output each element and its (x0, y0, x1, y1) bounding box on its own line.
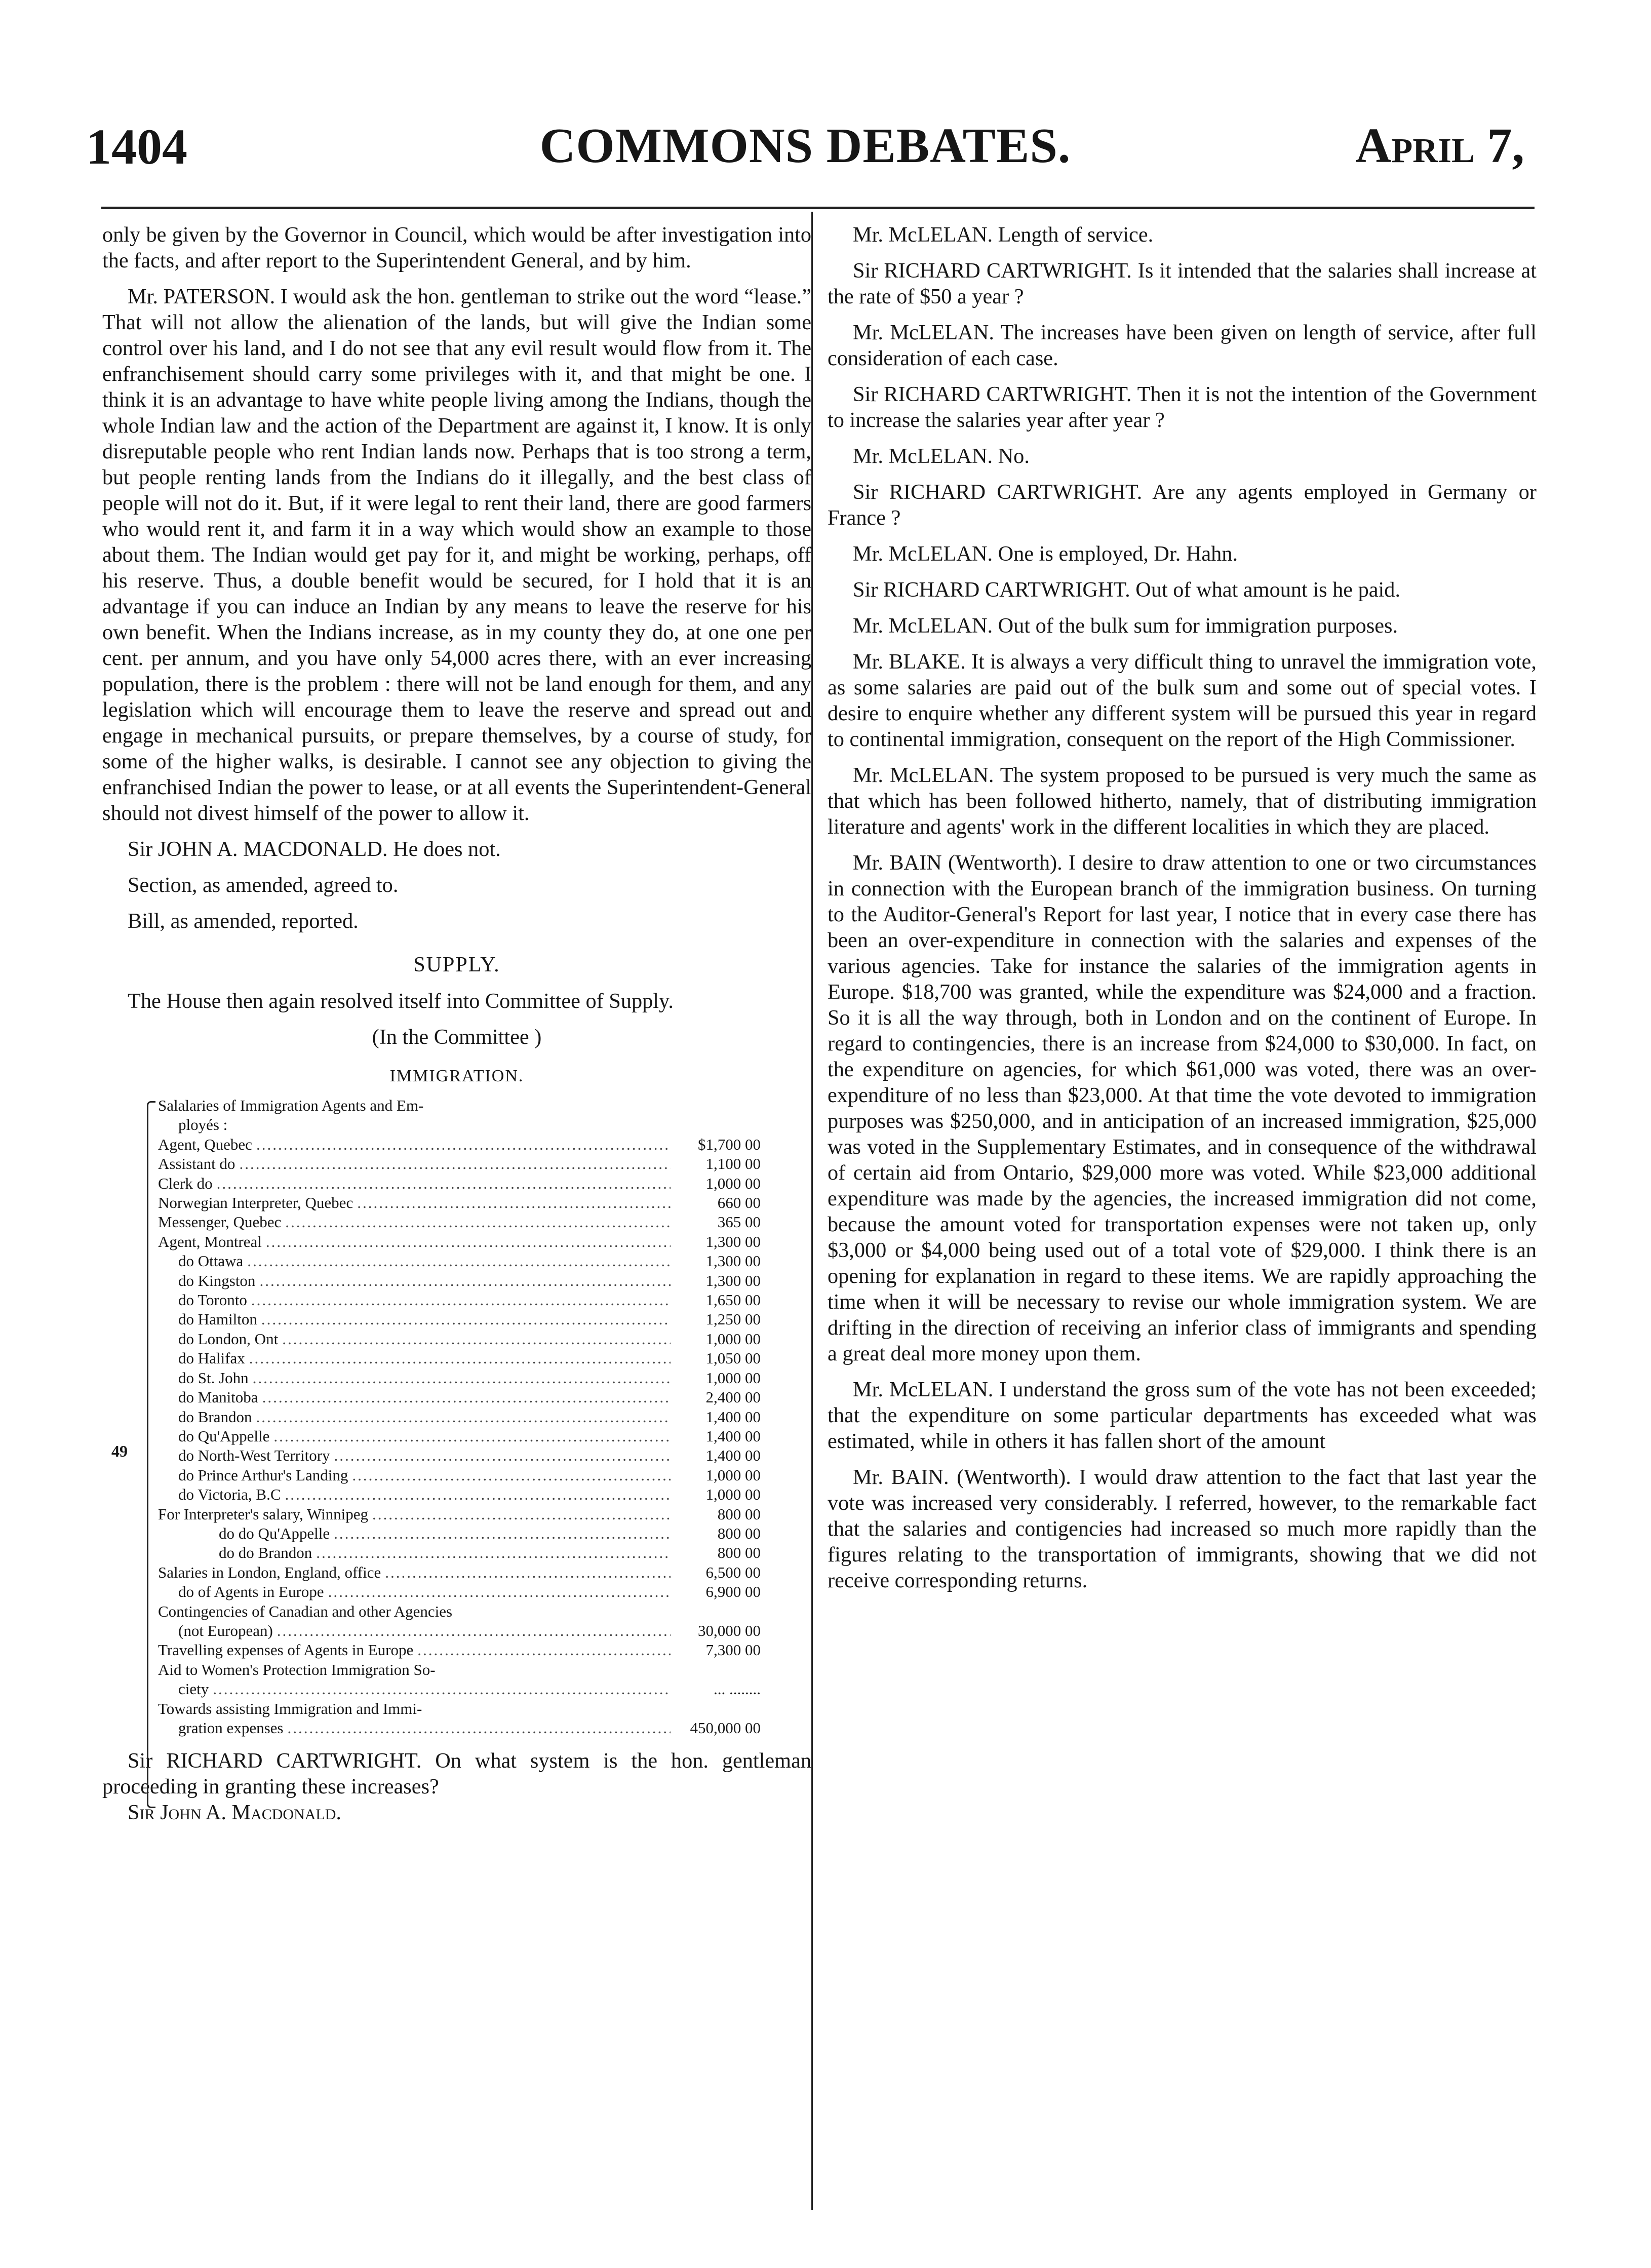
estimate-amount: 1,650 00 (705, 1291, 761, 1309)
paragraph: Sir RICHARD CARTWRIGHT. Then it is not the intention of the Government to increase the salaries year after year ? (828, 382, 1537, 432)
estimate-row (158, 1699, 761, 1718)
paragraph: Mr. McLELAN. The system proposed to be pursued is very much the same as that which has been followed hitherto, namely, that of distributing immigration literature and agents' work in the different localities in which they are placed. (828, 763, 1537, 839)
estimate-label: Assistant do (158, 1155, 235, 1173)
estimate-amount: 1,400 00 (705, 1427, 761, 1445)
paragraph: Mr. McLELAN. Length of service. (853, 223, 1154, 247)
estimate-row (158, 1329, 761, 1349)
leader-dots (316, 1543, 671, 1562)
leader-dots (285, 1485, 671, 1504)
paragraph: only be given by the Governor in Council, which would be after investigation into the facts, and after report to the Superintendent General, and by him. (102, 223, 811, 272)
leader-dots (285, 1213, 671, 1232)
leader-dots (273, 1427, 671, 1446)
estimate-label: Clerk do (158, 1174, 213, 1192)
estimate-label: do Kingston (178, 1271, 256, 1289)
paragraph: Mr. McLELAN. Out of the bulk sum for immigration purposes. (853, 614, 1398, 638)
estimate-label: do Halifax (178, 1349, 245, 1367)
leader-dots (282, 1329, 671, 1349)
estimate-row (158, 1096, 761, 1115)
leader-dots (352, 1466, 671, 1485)
estimate-amount: 1,100 00 (705, 1155, 761, 1173)
estimate-row (158, 1213, 761, 1232)
estimate-row (158, 1154, 761, 1174)
estimate-row (158, 1349, 761, 1368)
leader-dots (256, 1407, 671, 1427)
estimate-row (158, 1291, 761, 1310)
leader-dots (251, 1291, 671, 1310)
estimate-amount: $1,700 00 (698, 1135, 761, 1153)
estimate-amount: 6,900 00 (705, 1583, 761, 1601)
estimate-label: ployés : (178, 1116, 228, 1134)
leader-dots (253, 1368, 671, 1388)
paragraph: Mr. McLELAN. The increases have been given on length of service, after full consideration of each case. (828, 321, 1537, 370)
estimate-row (158, 1232, 761, 1252)
leader-dots (256, 1135, 671, 1154)
paragraph: Sir RICHARD CARTWRIGHT. Out of what amount is he paid. (853, 578, 1401, 602)
estimate-row (158, 1407, 761, 1427)
estimate-amount: 1,000 00 (705, 1466, 761, 1484)
estimate-label: do Toronto (178, 1291, 247, 1309)
estimate-row (158, 1563, 761, 1582)
paragraph: The House then again resolved itself into Committee of Supply. (128, 989, 674, 1013)
estimate-label: do Qu'Appelle (178, 1427, 270, 1445)
estimate-row (158, 1310, 761, 1329)
paragraph: Mr. PATERSON. I would ask the hon. gentleman to strike out the word “lease.” That will not allow the alienation of the lands, but will give the Indian some control over his land, and I do not see that any evil result would flow from it. The enfranchisement should carry some privileges with it, and that might be one. I think it is an advantage to have white people living among the Indians, though the whole Indian law and the action of the Department are against it, I know. It is only disreputable people who rent Indian lands now. Perhaps that is too strong a term, but people renting lands from the Indians do it illegally, and the best class of people will not do it. But, if it were legal to rent their land, there are good farmers who would rent it, and farm it in a way which would show an example to those about them. The Indian would get pay for it, and might be working, perhaps, off his reserve. Thus, a double benefit would be secured, for I hold that it is an advantage if you can induce an Indian by any means to leave the reserve for his own benefit. When the Indians increase, as in my county they do, at one one per cent. per annum, and you have only 54,000 acres there, with an ever increasing population, there is the problem : there will not be land enough for them, and any legislation which will encourage them to leave the reserve and spread out and engage in mechanical pursuits, or prepare themselves, by a course of study, for some of the higher walks, is desirable. I cannot see any objection to giving the enfranchised Indian the power to lease, or at all events the Superintendent-General should not divest himself of the power to allow it. (102, 285, 811, 825)
brace (147, 1101, 155, 1808)
estimate-label: Agent, Montreal (158, 1232, 262, 1250)
leader-dots (247, 1252, 671, 1271)
estimate-label: Contingencies of Canadian and other Agencies (158, 1602, 453, 1620)
paragraph: Bill, as amended, reported. (128, 909, 359, 933)
estimate-amount: 1,000 00 (705, 1368, 761, 1387)
speaker-line: Sir John A. Macdonald. (128, 1801, 341, 1825)
left-column (102, 222, 811, 1825)
column-divider (811, 212, 813, 2210)
estimate-label: do Prince Arthur's Landing (178, 1466, 348, 1484)
estimate-label: do North-West Territory (178, 1446, 330, 1465)
right-column (828, 222, 1537, 1593)
page-header (86, 118, 1524, 188)
estimate-amount: 1,300 00 (705, 1271, 761, 1289)
estimate-row (158, 1427, 761, 1446)
paragraph: Section, as amended, agreed to. (128, 873, 399, 897)
estimate-row (158, 1135, 761, 1154)
leader-dots (357, 1193, 671, 1213)
estimate-amount: 1,000 00 (705, 1329, 761, 1348)
section-heading: SUPPLY. (413, 953, 500, 976)
paragraph: Mr. BAIN. (Wentworth). I would draw attention to the fact that last year the vote was increased very considerably. I referred, however, to the remarkable fact that the salaries and contigencies had increased so much more rapidly than the figures relating to the transportation of immigrants, showing that we did not receive corresponding returns. (828, 1465, 1537, 1592)
estimate-row (158, 1368, 761, 1388)
estimate-label: do Hamilton (178, 1310, 257, 1328)
estimates-table (111, 1096, 761, 1738)
estimate-row (158, 1640, 761, 1660)
leader-dots (334, 1524, 671, 1543)
estimate-amount: 1,300 00 (705, 1232, 761, 1250)
estimate-row (158, 1621, 761, 1640)
estimate-row (158, 1252, 761, 1271)
estimate-row (158, 1543, 761, 1562)
estimate-row (158, 1505, 761, 1524)
estimate-amount: 1,400 00 (705, 1446, 761, 1465)
estimate-amount: 7,300 00 (705, 1641, 761, 1659)
estimate-amount: 2,400 00 (705, 1388, 761, 1406)
estimate-label: Aid to Women's Protection Immigration So- (158, 1660, 436, 1678)
leader-dots (213, 1679, 671, 1699)
page-date: April 7, (1355, 119, 1524, 173)
publication-title: COMMONS DEBATES. (539, 119, 1071, 173)
estimate-amount: ... ........ (714, 1680, 761, 1698)
estimate-label: do London, Ont (178, 1329, 279, 1348)
leader-dots (249, 1349, 671, 1368)
estimate-label: do St. John (178, 1368, 249, 1387)
estimate-amount: 1,050 00 (705, 1349, 761, 1367)
leader-dots (334, 1446, 671, 1465)
page-number: 1404 (86, 119, 187, 175)
estimate-label: Messenger, Quebec (158, 1213, 282, 1231)
leader-dots (259, 1271, 671, 1291)
leader-dots (277, 1621, 671, 1640)
estimate-label: do of Agents in Europe (178, 1583, 324, 1601)
estimate-row (158, 1582, 761, 1601)
leader-dots (261, 1310, 671, 1329)
estimate-label: do do Qu'Appelle (219, 1524, 330, 1542)
estimate-amount: 800 00 (717, 1505, 761, 1523)
estimate-label: do Ottawa (178, 1252, 244, 1270)
estimate-row (158, 1660, 761, 1679)
leader-dots (217, 1174, 671, 1193)
estimate-amount: 1,300 00 (705, 1252, 761, 1270)
leader-dots (417, 1640, 671, 1660)
paragraph: Sir RICHARD CARTWRIGHT. Is it intended that the salaries shall increase at the rate of $50 a year ? (828, 259, 1537, 308)
leader-dots (266, 1232, 671, 1252)
estimate-label: do Victoria, B.C (178, 1485, 281, 1504)
estimate-amount: 660 00 (717, 1194, 761, 1212)
leader-dots (239, 1154, 671, 1174)
estimate-amount: 6,500 00 (705, 1563, 761, 1581)
paragraph: Mr. McLELAN. No. (853, 444, 1030, 468)
estimate-label: ciety (178, 1680, 209, 1698)
estimate-label: do Manitoba (178, 1388, 258, 1406)
estimate-label: Salalaries of Immigration Agents and Em- (158, 1097, 424, 1114)
estimate-row (158, 1115, 761, 1135)
estimate-row (158, 1174, 761, 1193)
estimate-amount: 30,000 00 (698, 1621, 761, 1639)
estimate-label: Norwegian Interpreter, Quebec (158, 1194, 353, 1212)
vote-number: 49 (111, 1442, 128, 1460)
estimate-amount: 365 00 (717, 1213, 761, 1231)
estimate-row (158, 1466, 761, 1485)
estimate-label: Towards assisting Immigration and Immi- (158, 1699, 422, 1717)
estimate-label: Agent, Quebec (158, 1135, 252, 1153)
estimate-amount: 800 00 (717, 1524, 761, 1542)
estimate-amount: 1,000 00 (705, 1485, 761, 1504)
estimate-label: Travelling expenses of Agents in Europe (158, 1641, 414, 1659)
estimate-amount: 1,400 00 (705, 1407, 761, 1426)
paragraph: Mr. McLELAN. I understand the gross sum of the vote has not been exceeded; that the expenditure on some particular departments has exceeded what was estimated, while in others it has fallen short of the amount (828, 1378, 1537, 1453)
estimate-amount: 1,000 00 (705, 1174, 761, 1192)
leader-dots (385, 1563, 671, 1582)
estimate-row (158, 1446, 761, 1465)
estimate-label: do do Brandon (219, 1544, 312, 1562)
leader-dots (262, 1388, 671, 1407)
estimate-amount: 1,250 00 (705, 1310, 761, 1328)
committee-note: (In the Committee ) (372, 1025, 542, 1049)
leader-dots (287, 1718, 671, 1738)
paragraph: Sir RICHARD CARTWRIGHT. Are any agents employed in Germany or France ? (828, 480, 1537, 530)
header-rule (101, 207, 1535, 209)
paragraph: Mr. BAIN (Wentworth). I desire to draw attention to one or two circumstances in connection with the European branch of the immigration business. On turning to the Auditor-General's Report for last year, I notice that in every case there has been an over-expenditure in connection with the salaries and expenses of the various agencies. Take for instance the salaries of the immigration agents in Europe. $18,700 was granted, while the expenditure was $24,000 and a fraction. So it is all the way through, both in London and on the continent of Europe. In regard to contingencies, there is an increase from $24,000 to $30,000. In fact, on the expenditure on agencies, for which $61,000 was voted, there was an over-expenditure of no less than $23,000. At that time the vote devoted to immigration purposes was $250,000, and in anticipation of an increased immigration, $25,000 was voted in the Supplementary Estimates, and in consequence of the withdrawal of certain aid from Ontario, $29,000 more was voted. While $23,000 additional expenditure was made by the agencies, the increased immigration did not come, because the amount voted for transportation expenses were not taken up, only $3,000 or $4,000 being used out of a total vote of $29,000. I think there is an opening for explanation in regard to these items. We are rapidly approaching the time when it will be necessary to revise our whole immigration system. We are drifting in the direction of receiving an inferior class of immigrants and spending a great deal more money upon them. (828, 851, 1537, 1365)
paragraph: Mr. McLELAN. One is employed, Dr. Hahn. (853, 542, 1238, 566)
estimate-label: do Brandon (178, 1407, 252, 1426)
paragraph: Sir RICHARD CARTWRIGHT. On what system is the hon. gentleman proceeding in granting these increases? (102, 1749, 811, 1799)
estimate-label: For Interpreter's salary, Winnipeg (158, 1505, 368, 1523)
estimate-amount: 450,000 00 (690, 1719, 761, 1737)
estimate-row (158, 1602, 761, 1621)
estimate-label: Salaries in London, England, office (158, 1563, 381, 1581)
estimate-row (158, 1485, 761, 1504)
subsection-heading: IMMIGRATION. (389, 1067, 524, 1085)
leader-dots (328, 1582, 671, 1601)
estimate-row (158, 1524, 761, 1543)
estimate-row (158, 1718, 761, 1738)
estimate-amount: 800 00 (717, 1544, 761, 1562)
estimate-label: gration expenses (178, 1719, 284, 1737)
estimate-row (158, 1271, 761, 1291)
estimate-row (158, 1679, 761, 1699)
estimate-row (158, 1193, 761, 1213)
estimate-row (158, 1388, 761, 1407)
estimate-label: (not European) (178, 1621, 273, 1639)
leader-dots (372, 1505, 671, 1524)
paragraph: Sir JOHN A. MACDONALD. He does not. (128, 837, 501, 861)
paragraph: Mr. BLAKE. It is always a very difficult thing to unravel the immigration vote, as some salaries are paid out of the bulk sum and some out of special votes. I desire to enquire whether any different system will be pursued this year in regard to continental immigration, consequent on the report of the High Commissioner. (828, 650, 1537, 751)
